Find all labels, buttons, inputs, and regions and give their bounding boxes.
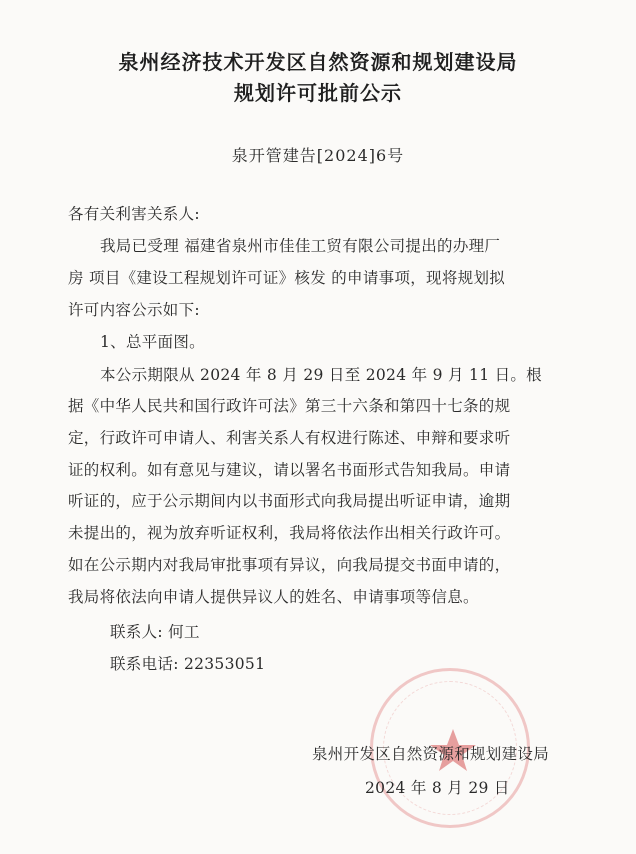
paragraph2-line8: 我局将依法向申请人提供异议人的姓名、申请事项等信息。	[68, 588, 479, 606]
issue-date: 2024 年 8 月 29 日	[365, 779, 510, 797]
document-number: 泉开管建告[2024]6号	[231, 146, 405, 165]
paragraph1-line1: 我局已受理 福建省泉州市佳佳工贸有限公司提出的办理厂	[100, 237, 501, 255]
paragraph2-line4: 证的权利。如有意见与建议，请以署名书面形式告知我局。申请	[68, 461, 511, 479]
document-title-line2: 规划许可批前公示	[234, 81, 402, 105]
paragraph2-line2: 据《中华人民共和国行政许可法》第三十六条和第四十七条的规	[68, 397, 511, 415]
contact-person: 联系人: 何工	[110, 623, 200, 641]
paragraph2-line1: 本公示期限从 2024 年 8 月 29 日至 2024 年 9 月 11 日。根	[100, 366, 542, 384]
paragraph1-line3: 许可内容公示如下:	[68, 301, 200, 319]
paragraph2-line3: 定，行政许可申请人、利害关系人有权进行陈述、申辩和要求听	[68, 429, 511, 447]
issuing-organization: 泉州开发区自然资源和规划建设局	[312, 745, 550, 763]
paragraph2-line7: 如在公示期内对我局审批事项有异议，向我局提交书面申请的，	[68, 556, 511, 574]
salutation: 各有关利害关系人:	[68, 205, 200, 223]
paragraph1-line2: 房 项目《建设工程规划许可证》核发 的申请事项，现将规划拟	[68, 269, 506, 287]
paragraph2-line6: 未提出的，视为放弃听证权利，我局将依法作出相关行政许可。	[68, 524, 511, 542]
document-title-line1: 泉州经济技术开发区自然资源和规划建设局	[118, 50, 518, 74]
paragraph2-line5: 听证的，应于公示期间内以书面形式向我局提出听证申请，逾期	[68, 492, 511, 510]
contact-phone: 联系电话: 22353051	[110, 655, 266, 673]
list-item-1: 1、总平面图。	[100, 333, 205, 351]
